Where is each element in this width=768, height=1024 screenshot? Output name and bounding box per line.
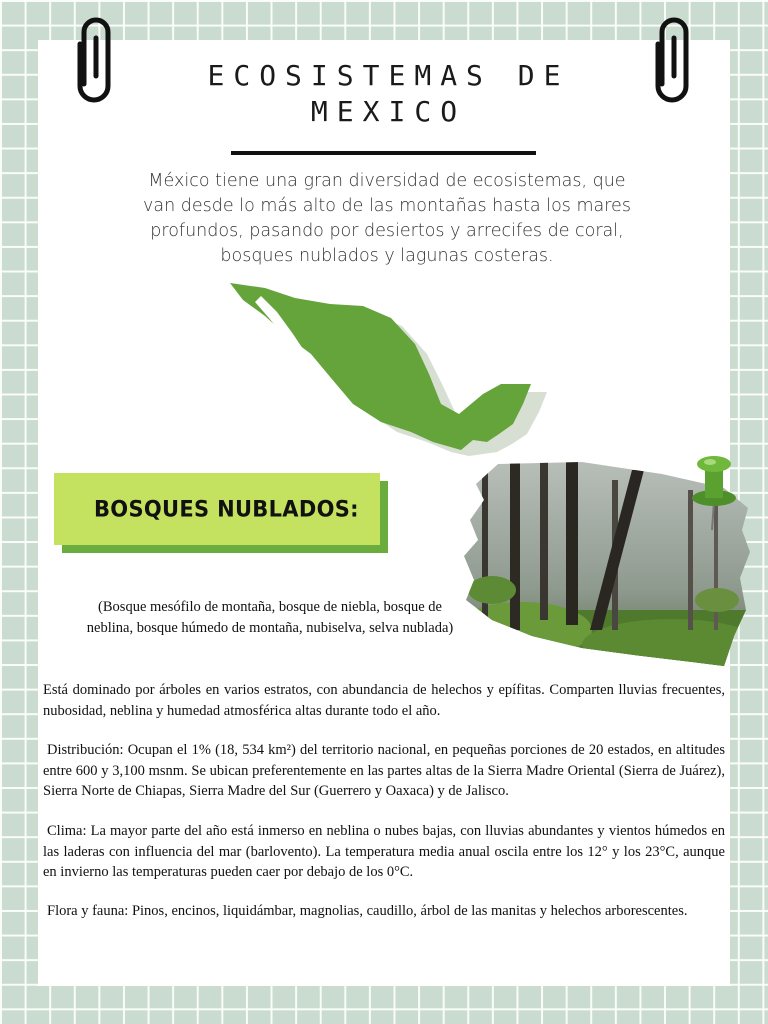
section-heading: BOSQUES NUBLADOS: [94,496,359,522]
climate-paragraph: Clima: La mayor parte del año está inmerso en neblina o nubes bajas, con lluvias abundantes y vientos húmedos en las laderas con influencia del mar (barlovento). La temperatura media anual oscila entre los 12° y los 23°C, aunque en invierno las temperaturas pueden caer por debajo de los 0°C. [43,823,725,880]
section-heading-tab [54,473,380,545]
title-line-2: MEXICO [310,95,467,128]
mexico-map-illustration [225,278,555,463]
pushpin-icon [688,452,740,532]
page-title [0,58,768,130]
description-paragraph: Está dominado por árboles en varios estratos, con abundancia de helechos y epífitas. Comparten lluvias frecuentes, nubosidad, neblina y humedad atmosférica altas durante todo el año. [43,682,725,719]
synonyms-text: (Bosque mesófilo de montaña, bosque de niebla, bosque de neblina, bosque húmedo de montaña, nubiselva, selva nublada) [86,599,454,636]
title-line-1: ECOSISTEMAS DE [207,59,570,92]
title-underline [231,151,536,155]
tab-front [54,473,380,545]
intro-paragraph: México tiene una gran diversidad de ecosistemas, que van desde lo más alto de las montañas hasta los mares profundos, pasando por desiertos y arrecifes de coral, bosques nublados y lagunas costeras. [143,171,631,266]
flora-fauna-paragraph: Flora y fauna: Pinos, encinos, liquidámbar, magnolias, caudillo, árbol de las manitas y helechos arborescentes. [47,903,688,919]
distribution-paragraph: Distribución: Ocupan el 1% (18, 534 km²) del territorio nacional, en pequeñas porciones de 20 estados, en altitudes entre 600 y 3,100 msnm. Se ubican preferentemente en las partes altas de la Sierra Madre Oriental (Sierra de Juárez), Sierra Norte de Chiapas, Sierra Madre del Sur (Guerrero y Oaxaca) y de Jalisco. [43,742,725,799]
